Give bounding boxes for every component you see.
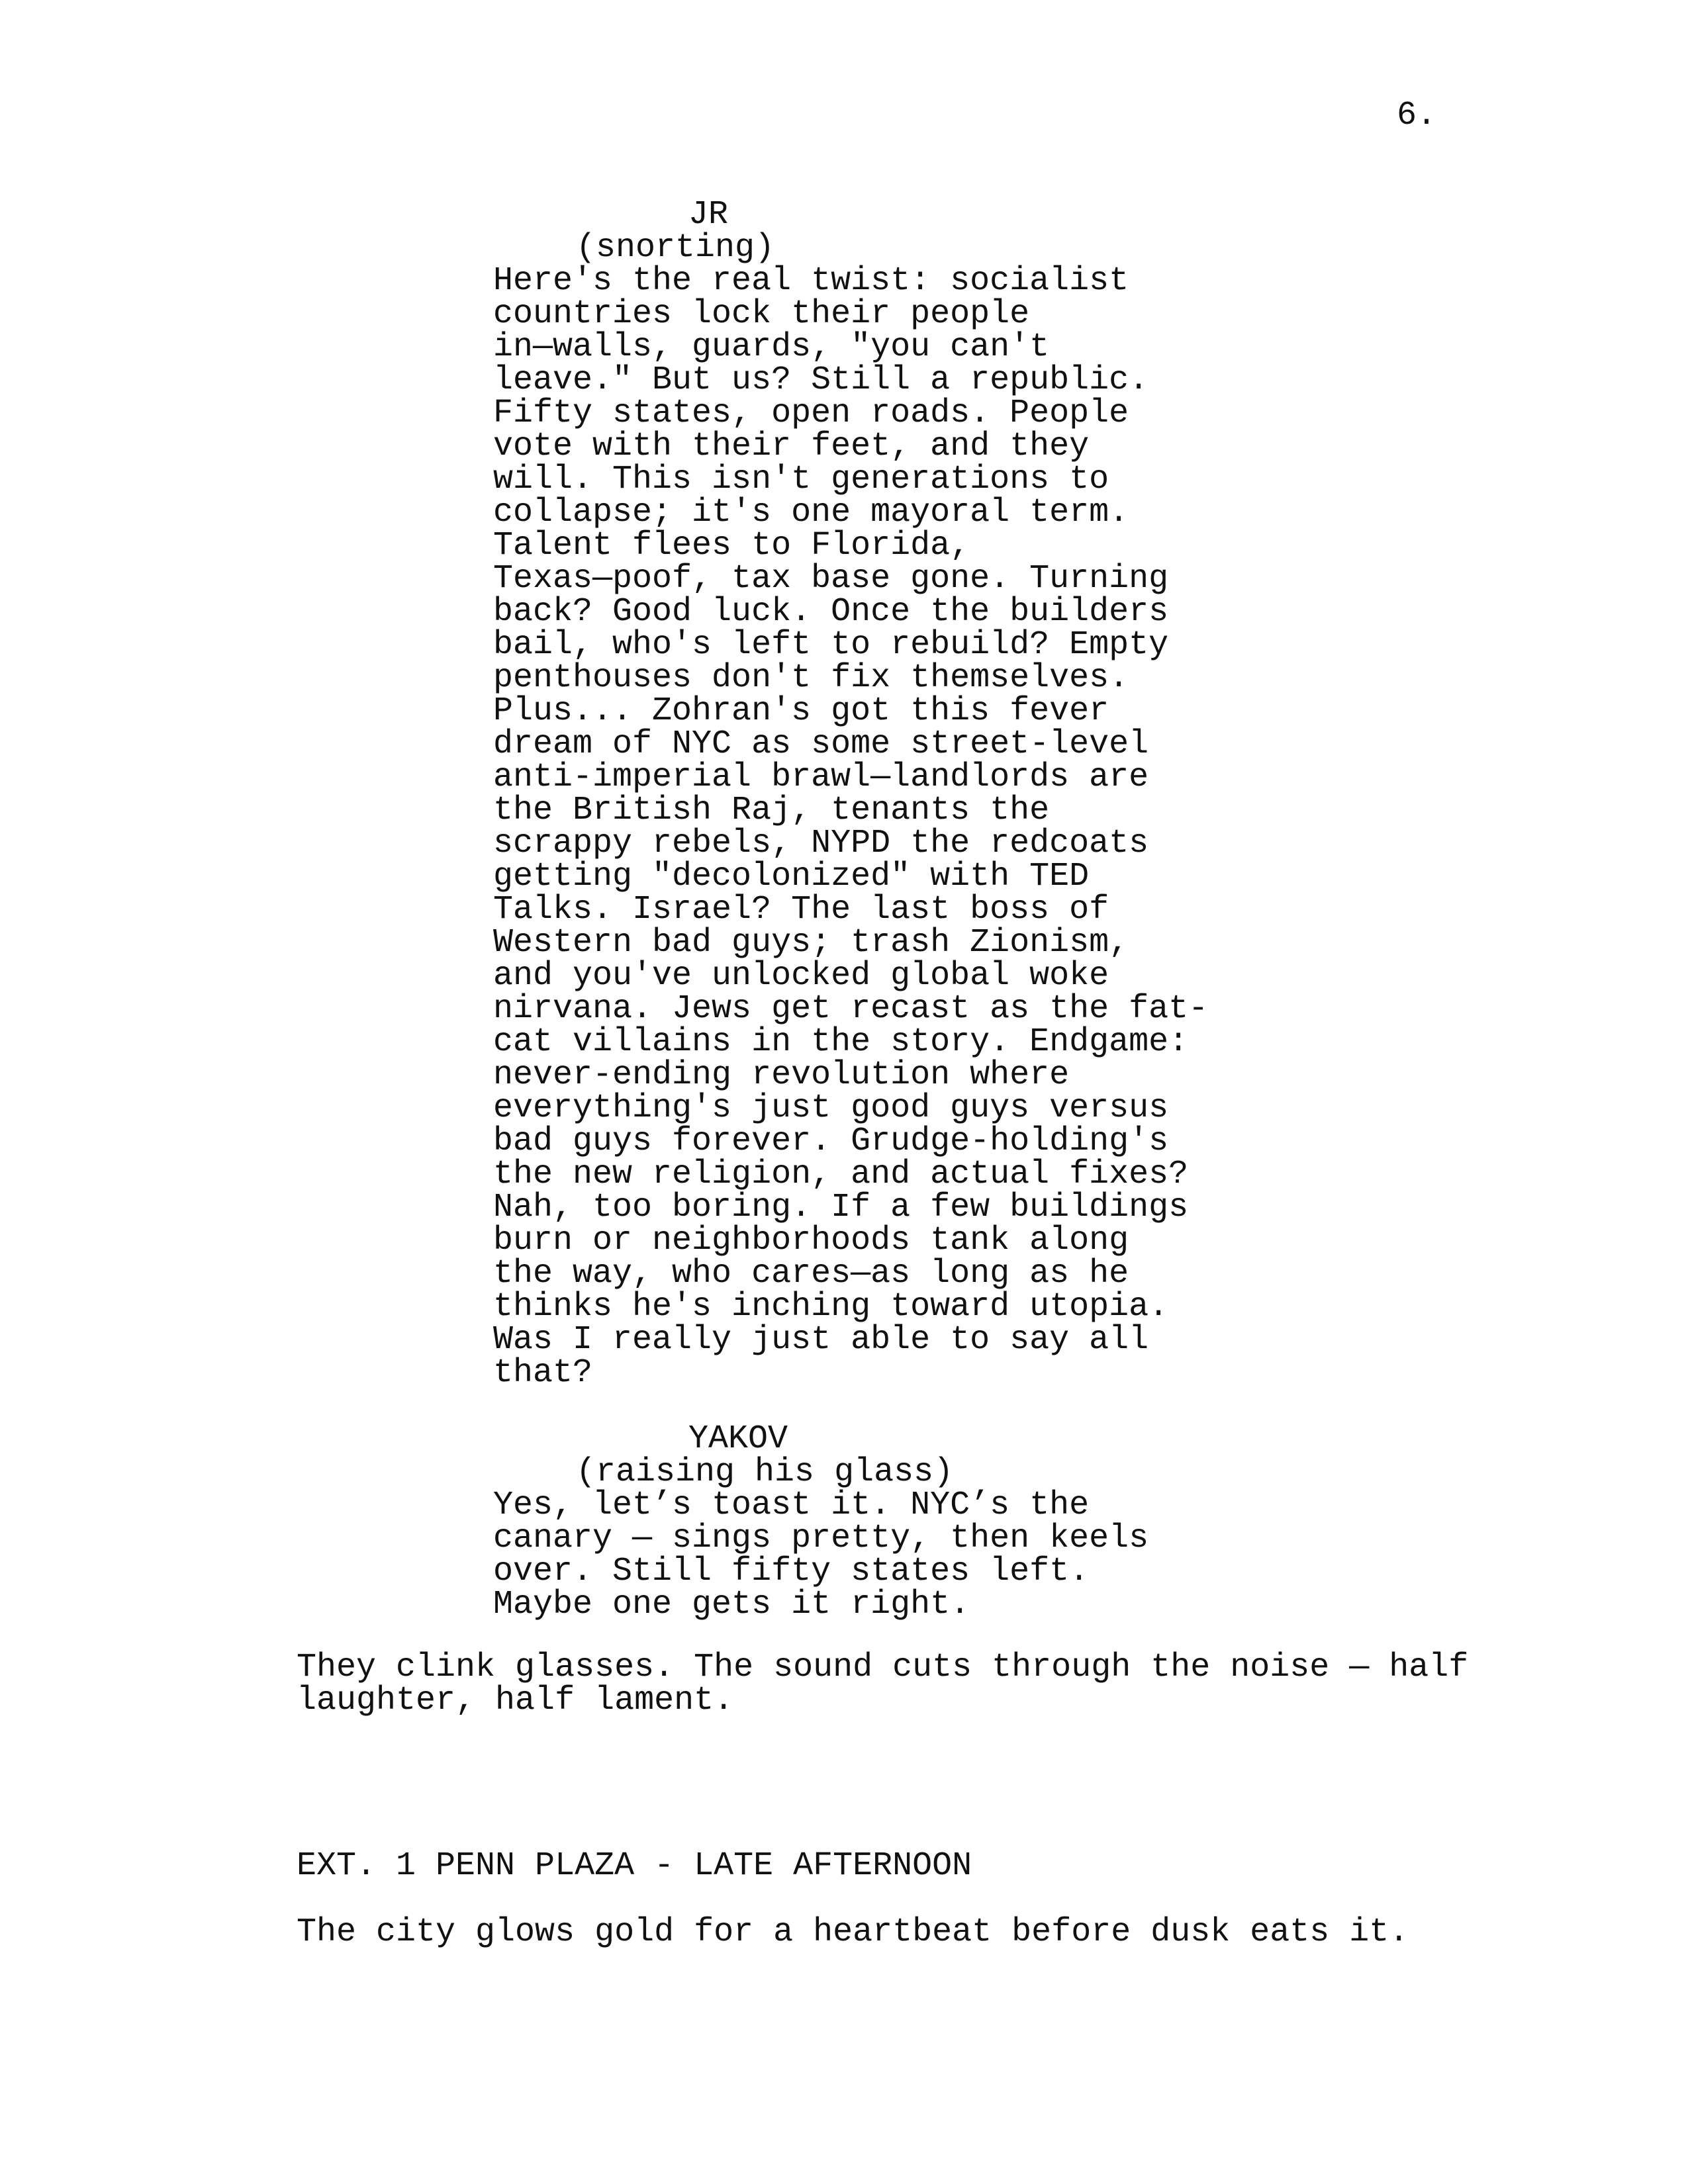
character-cue-jr: JR [688,196,729,234]
dialogue-jr-line: in—walls, guards, "you can't [493,328,1050,366]
dialogue-jr-line: Fifty states, open roads. People [493,394,1129,432]
dialogue-jr-line: dream of NYC as some street-level [493,725,1149,763]
dialogue-jr-line: and you've unlocked global woke [493,957,1109,995]
dialogue-yakov-line: canary — sings pretty, then keels [493,1520,1149,1557]
dialogue-jr-line: penthouses don't fix themselves. [493,659,1129,697]
dialogue-yakov [493,1486,1149,1623]
dialogue-jr-line: nirvana. Jews get recast as the fat- [493,990,1209,1028]
dialogue-jr-line: leave." But us? Still a republic. [493,361,1149,399]
dialogue-jr-line: Here's the real twist: socialist [493,262,1129,300]
dialogue-jr-line: thinks he's inching toward utopia. [493,1288,1169,1326]
dialogue-jr-line: countries lock their people [493,295,1030,333]
dialogue-yakov-line: over. Still fifty states left. [493,1553,1090,1590]
dialogue-jr-line: collapse; it's one mayoral term. [493,494,1129,531]
action-line: They clink glasses. The sound cuts through the noise — half [297,1649,1469,1686]
dialogue-jr-line: vote with their feet, and they [493,428,1090,465]
dialogue-jr-line: the British Raj, tenants the [493,792,1050,829]
dialogue-jr-line: Texas—poof, tax base gone. Turning [493,560,1169,598]
scene-heading: EXT. 1 PENN PLAZA - LATE AFTERNOON [297,1847,972,1885]
parenthetical-jr: (snorting) [576,229,775,267]
parenthetical-yakov: (raising his glass) [576,1453,954,1491]
dialogue-jr-line: cat villains in the story. Endgame: [493,1023,1189,1061]
dialogue-jr-line: Was I really just able to say all [493,1321,1149,1359]
dialogue-jr-line: the new religion, and actual fixes? [493,1156,1189,1193]
dialogue-jr-line: burn or neighborhoods tank along [493,1222,1129,1259]
dialogue-jr-line: that? [493,1354,593,1392]
dialogue-jr-line: Talks. Israel? The last boss of [493,891,1109,929]
action-clink-glasses [297,1651,1468,1717]
dialogue-jr-line: everything's just good guys versus [493,1089,1169,1127]
dialogue-jr [493,262,1209,1392]
dialogue-jr-line: back? Good luck. Once the builders [493,593,1169,631]
dialogue-jr-line: will. This isn't generations to [493,461,1109,498]
action-city-glows [297,1913,1409,1951]
action-line: The city glows gold for a heartbeat before dusk eats it. [297,1913,1409,1951]
dialogue-jr-line: Nah, too boring. If a few buildings [493,1189,1189,1226]
dialogue-jr-line: never-ending revolution where [493,1056,1070,1094]
dialogue-jr-line: bad guys forever. Grudge-holding's [493,1122,1169,1160]
dialogue-jr-line: scrappy rebels, NYPD the redcoats [493,825,1149,862]
dialogue-jr-line: Western bad guys; trash Zionism, [493,924,1129,962]
dialogue-jr-line: Talent flees to Florida, [493,527,970,565]
action-line: laughter, half lament. [297,1682,734,1719]
page-number: 6. [1397,97,1437,134]
dialogue-yakov-line: Maybe one gets it right. [493,1586,970,1623]
dialogue-jr-line: Plus... Zohran's got this fever [493,692,1109,730]
dialogue-yakov-line: Yes, let’s toast it. NYC’s the [493,1486,1090,1524]
dialogue-jr-line: bail, who's left to rebuild? Empty [493,626,1169,664]
dialogue-jr-line: getting "decolonized" with TED [493,858,1090,895]
dialogue-jr-line: anti-imperial brawl—landlords are [493,758,1149,796]
dialogue-jr-line: the way, who cares—as long as he [493,1255,1129,1293]
character-cue-yakov: YAKOV [688,1420,788,1458]
